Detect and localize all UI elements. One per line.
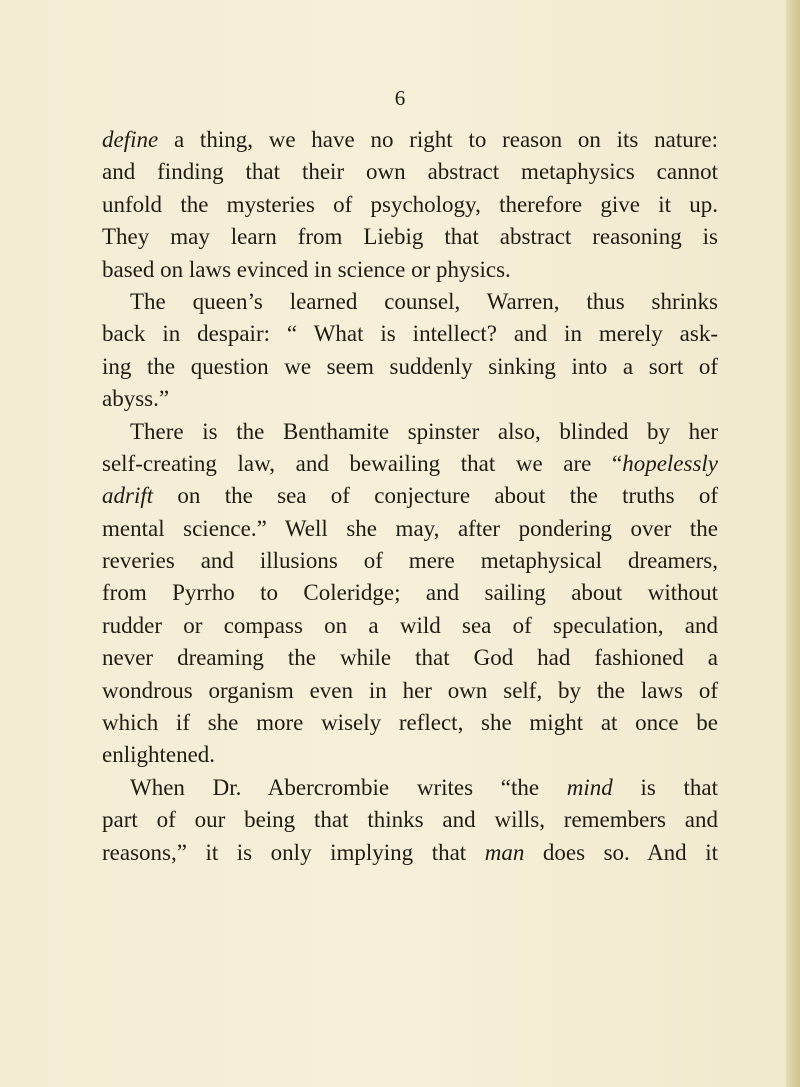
text-line: [102, 156, 718, 188]
text-line: [102, 124, 718, 156]
text-span: unfold the mysteries of psychology, therefore give it up.: [102, 191, 718, 217]
text-span: based on laws evinced in science or physics.: [102, 256, 511, 282]
text-line: [102, 351, 718, 383]
text-line: [102, 739, 718, 771]
text-line: [102, 221, 718, 253]
text-span: wondrous organism even in her own self, by the laws of: [102, 677, 718, 703]
page-edge: [786, 0, 800, 1087]
text-line: [102, 254, 718, 286]
text-span: which if she more wisely reflect, she might at once be: [102, 710, 718, 736]
text-line: [102, 804, 718, 836]
text-span: reasons,” it is only implying that: [102, 839, 485, 865]
text-span: back in despair: “ What is intellect? and in merely ask-: [102, 321, 718, 347]
italic-text: adrift: [102, 483, 154, 509]
text-span: is that: [612, 774, 718, 800]
text-line: [102, 383, 718, 415]
text-line: [102, 286, 718, 318]
text-line: [102, 416, 718, 448]
text-span: on the sea of conjecture about the truths of: [153, 483, 718, 509]
text-span: part of our being that thinks and wills, remembers and: [102, 807, 718, 833]
text-line: [102, 642, 718, 674]
text-line: [102, 448, 718, 480]
italic-text: man: [484, 839, 525, 865]
italic-text: hopelessly: [622, 450, 718, 476]
text-line: [102, 577, 718, 609]
text-span: never dreaming the while that God had fashioned a: [102, 645, 718, 671]
text-span: The queen’s learned counsel, Warren, thus shrinks: [130, 288, 718, 314]
text-span: from Pyrrho to Coleridge; and sailing about without: [102, 580, 718, 606]
text-span: enlightened.: [102, 742, 216, 768]
text-span: ing the question we seem suddenly sinking into a sort of: [102, 353, 718, 379]
text-span: rudder or compass on a wild sea of speculation, and: [102, 612, 718, 638]
text-line: [102, 707, 718, 739]
italic-text: mind: [566, 774, 613, 800]
text-span: reveries and illusions of mere metaphysical dreamers,: [102, 548, 718, 574]
text-line: [102, 772, 718, 804]
text-span: self-creating law, and bewailing that we are “: [102, 450, 623, 476]
text-span: mental science.” Well she may, after pondering over the: [102, 515, 718, 541]
body-text: [102, 124, 718, 869]
text-line: [102, 513, 718, 545]
text-span: abyss.”: [102, 386, 170, 412]
text-span: When Dr. Abercrombie writes “the: [130, 774, 567, 800]
page-number: 6: [394, 86, 406, 110]
text-line: [102, 318, 718, 350]
text-line: [102, 837, 718, 869]
text-span: They may learn from Liebig that abstract reasoning is: [102, 224, 718, 250]
text-span: There is the Benthamite spinster also, blinded by her: [130, 418, 718, 444]
text-line: [102, 610, 718, 642]
italic-text: define: [102, 127, 159, 152]
text-span: a thing, we have no right to reason on its nature:: [158, 127, 718, 152]
text-span: and finding that their own abstract metaphysics cannot: [102, 159, 718, 185]
text-line: [102, 545, 718, 577]
text-line: [102, 189, 718, 221]
text-line: [102, 480, 718, 512]
text-line: [102, 675, 718, 707]
text-span: does so. And it: [524, 839, 718, 865]
